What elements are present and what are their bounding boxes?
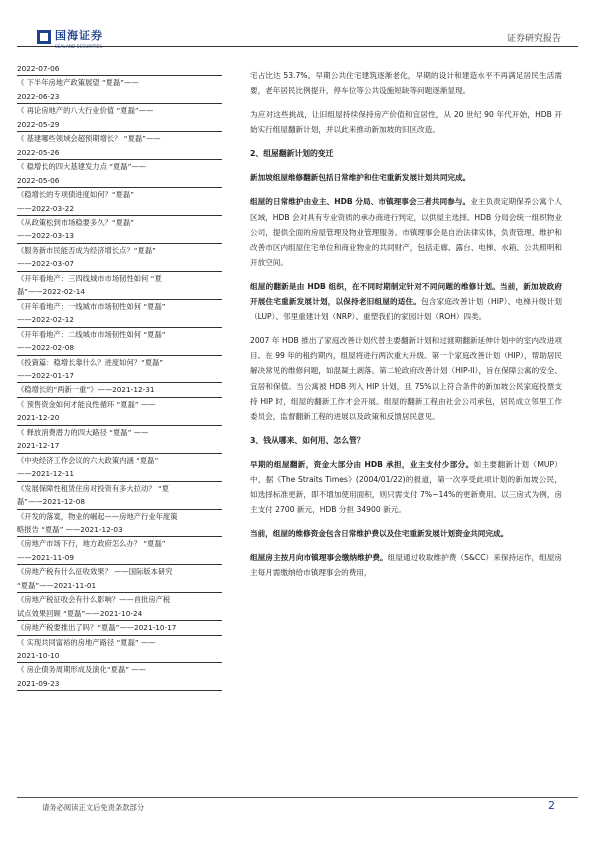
related-report-date-tail: 2021-10-10 (17, 651, 60, 661)
related-report-item (17, 62, 222, 104)
paragraph-current-funding (250, 526, 562, 541)
related-report-item (17, 426, 222, 454)
paragraph-aging-buildings: 宅占比达 53.7%。早期公共住宅建筑逐渐老化，早期的设计和建造水平不再满足居民生活需要，老年居民比例提升，停车位等公共设施短缺等问题逐渐显现。 (250, 71, 562, 96)
related-report-title: 《 实现共同富裕的房地产路径 “夏磊” —— (17, 637, 156, 647)
footer-disclaimer: 请务必阅读正文后免责条款部分 (42, 803, 145, 812)
related-report-title: 《开年看地产：三四线城市市场韧性如何 “夏 (17, 273, 162, 283)
related-report-date-tail: 2022-05-26 (17, 147, 60, 157)
related-report-item (17, 216, 222, 244)
section-heading-2: 2、组屋翻新计划的变迁 (250, 149, 334, 159)
related-report-item (17, 328, 222, 356)
related-report-title: 《从政策松到市场稳要多久？“夏磊” (17, 217, 135, 227)
related-report-item (17, 398, 222, 426)
bold-daily-maintenance: 组屋的日常维护由业主、HDB 分局、市镇理事会三者共同参与。 (250, 197, 471, 207)
related-report-item (17, 383, 222, 397)
related-report-title: 《 预售资金如何才能良性循环 “夏磊” —— (17, 399, 156, 409)
related-report-title: 《 基建哪些领域会超预期增长？ “夏磊”—— (17, 134, 161, 144)
related-report-date-tail: “夏磊”——2021-11-01 (17, 580, 97, 590)
related-report-item (17, 482, 222, 510)
paragraph-early-funding (250, 457, 562, 517)
logo-text-cn: 国海证券 (55, 29, 103, 42)
related-report-title: 《房地产税要推出了吗？“夏磊”——2021-10-17 (17, 623, 177, 633)
report-rule (17, 690, 222, 691)
related-report-date-tail: 磊”——2021-12-08 (17, 497, 86, 507)
related-report-date-tail: 2022-05-29 (17, 119, 60, 129)
paragraph-hdb-renovation (250, 279, 562, 324)
report-type-label: 证券研究报告 (506, 34, 561, 44)
bold-maintenance-fee: 组屋房主按月向市镇理事会缴纳维护费。 (250, 553, 388, 563)
related-report-item (17, 188, 222, 216)
bold-maintenance-summary: 新加坡组屋维修翻新包括日常维护和住宅重新发展计划共同完成。 (250, 173, 471, 183)
related-report-title: 《稳增长的“两新一重”》——2021-12-31 (17, 385, 155, 395)
related-report-title: 《 释放消费潜力的四大路径 “夏磊” —— (17, 427, 149, 437)
paragraph-maintenance-summary (250, 170, 562, 185)
bold-hdb-renovation: 组屋的翻新是由 HDB 组织，在不同时期制定针对不同问题的维修计划。当前，新加坡政府开展住宅重新发展计划，以保持老旧组屋的适住。 (250, 281, 562, 307)
text-hdb-renovation: 包含家庭改善计划（HIP）、电梯升级计划（LUP）、邻里重建计划（NRP）、重塑我们的家园计划（ROH）四类。 (250, 297, 562, 322)
paragraph-daily-maintenance (250, 194, 562, 269)
related-report-title: 《开年看地产：二线城市市场韧性如何 “夏磊” (17, 329, 166, 339)
related-report-item (17, 244, 222, 272)
related-report-item (17, 510, 222, 538)
related-report-title: 《 下半年房地产政策展望 “夏磊”—— (17, 78, 139, 88)
related-report-title: 《房地产税有什么征收效果？ ——国际版本研究 (17, 567, 173, 577)
related-report-item (17, 300, 222, 328)
text-daily-maintenance: 业主负责定期保养公寓个人区域，HDB 会对具有专业资质的承办商进行判定，以供屋主选择。HDB 分局会统一组织物业公司，提供全面的房屋管理及物业管理服务。市镇理事会是自治法律实体，负责管理、维护和改善市区内组屋住宅单位和商业物业的共同财产，包括走廊、露台、电梯、水箱、公共照明和开放空间。 (250, 197, 563, 267)
related-report-item (17, 356, 222, 384)
related-reports-column (17, 62, 222, 691)
related-report-date: 2022-07-06 (17, 64, 60, 73)
related-report-title: 《房地产税征收会有什么影响？——首批房产税 (17, 595, 171, 605)
related-report-date-tail: 2021-12-17 (17, 441, 60, 451)
text-maintenance-fee: 组屋通过收取维护费（S&CC）来保持运作，组屋房主每月需缴纳给市镇理事会的费用， (250, 553, 562, 578)
related-report-title: 《中央经济工作会议的六大政策内涵 “夏磊” (17, 455, 159, 465)
related-report-date-tail: 2021-09-23 (17, 678, 60, 688)
related-report-date-tail: 2022-05-06 (17, 175, 60, 185)
bold-current-funding: 当前，组屋的维修资金包含日常维护费以及住宅重新发展计划资金共同完成。 (250, 529, 509, 539)
related-report-date-tail: ——2021-12-11 (17, 469, 74, 479)
related-report-title: 《开发的落寞，物业的崛起——房地产行业年度策 (17, 511, 178, 521)
paragraph-maintenance-fee (250, 550, 562, 580)
paragraph-hip-2007: 2007 年 HDB 推出了家庭改善计划代替主要翻新计划和过渡期翻新延伸计划中的室内改进项目。在 99 年的租约期内，组屋将进行两次重大升级。第一个家庭改善计划（HIP），帮助居民解决常见的维修问题，如混凝土剥落。第二轮政府改善计划（HIP-II），旨在保障公寓的安全、宜居和保值。当公寓被 HDB 列入 HIP 计划，且 75%以上符合条件的新加坡公民家庭投票支持 HIP 时，组屋的翻新工作才会开展。组屋的翻新工程由社会公司承包，居民成立邻里工作委员会，监督翻新工程的进展以及政策和反馈居民意见。 (250, 336, 562, 421)
bold-early-funding: 早期的组屋翻新，资金大部分由 HDB 承担，业主支付少部分。 (250, 459, 474, 469)
related-report-title: 《 再论房地产的八大行业价值 “夏磊”—— (17, 106, 154, 116)
related-report-item (17, 663, 222, 691)
related-report-item (17, 454, 222, 482)
page-number: 2 (548, 799, 555, 812)
paragraph-renovation-intro: 为应对这些挑战，让旧组屋持续保持房产价值和宜居性，从 20 世纪 90 年代开始，HDB 开始实行组屋翻新计划，并以此来推动新加坡的旧区改造。 (250, 110, 562, 135)
related-report-date-tail: 试点效果回顾 “夏磊”——2021-10-24 (17, 608, 143, 618)
related-report-item (17, 621, 222, 635)
footer-divider (17, 797, 578, 798)
related-report-title: 《 房企债务周期形成及演化“夏磊” —— (17, 665, 146, 675)
related-report-item (17, 104, 222, 132)
related-report-date-tail: ——2022-03-13 (17, 231, 74, 241)
related-report-date-tail: ——2022-02-12 (17, 315, 74, 325)
text-early-funding: 如主要翻新计划（MUP）中，据《The Straits Times》(2004/01/22)的报道，第一次享受此项计划的新加坡公民，如选择标准更新，即不增加使用面积，则只需支付 7%~14%的更新费用。以三房式为例，房主支付 2700 新元，HDB 分担 34900 新元。 (250, 459, 562, 515)
related-report-title: 《服务新市民能否成为经济增长点？“夏磊” (17, 245, 156, 255)
related-report-date-tail: 略报告 “夏磊” ——2021-12-03 (17, 524, 123, 534)
related-report-item (17, 132, 222, 160)
related-report-date-tail: ——2022-02-08 (17, 343, 74, 353)
related-report-title: 《房地产市场下行，地方政府怎么办？ “夏磊” (17, 539, 166, 549)
related-report-title: 《 稳增长的四大基建发力点 “夏磊”—— (17, 162, 146, 172)
related-report-date-tail: ——2022-01-17 (17, 370, 74, 380)
related-report-title: 《开年看地产：一线城市市场韧性如何 “夏磊” (17, 301, 166, 311)
related-report-date-tail: 2021-12-20 (17, 413, 60, 423)
related-report-item (17, 593, 222, 621)
related-report-item (17, 636, 222, 664)
related-report-title: 《发展保障性租赁住房对投资有多大拉动？ “夏 (17, 483, 170, 493)
related-report-date-tail: ——2022-03-07 (17, 259, 74, 269)
logo-mark-icon (37, 30, 51, 44)
related-report-title: 《投資篇：稳增长靠什么？进度如何？“夏磊” (17, 357, 164, 367)
related-report-item (17, 537, 222, 565)
related-report-date-tail: 2022-06-23 (17, 91, 60, 101)
related-report-date-tail: ——2021-11-09 (17, 552, 74, 562)
header-divider (17, 46, 578, 47)
section-heading-3: 3、钱从哪来、如何用、怎么管？ (250, 435, 365, 445)
related-report-item (17, 565, 222, 593)
related-report-date-tail: 磊”——2022-02-14 (17, 287, 86, 297)
related-report-title: 《稳增长的专项债进度如何？“夏磊” (17, 190, 135, 200)
related-report-item (17, 272, 222, 300)
related-report-date-tail: ——2022-03-22 (17, 203, 74, 213)
related-report-item (17, 160, 222, 188)
page-header (0, 0, 595, 52)
main-text-column (250, 68, 562, 580)
